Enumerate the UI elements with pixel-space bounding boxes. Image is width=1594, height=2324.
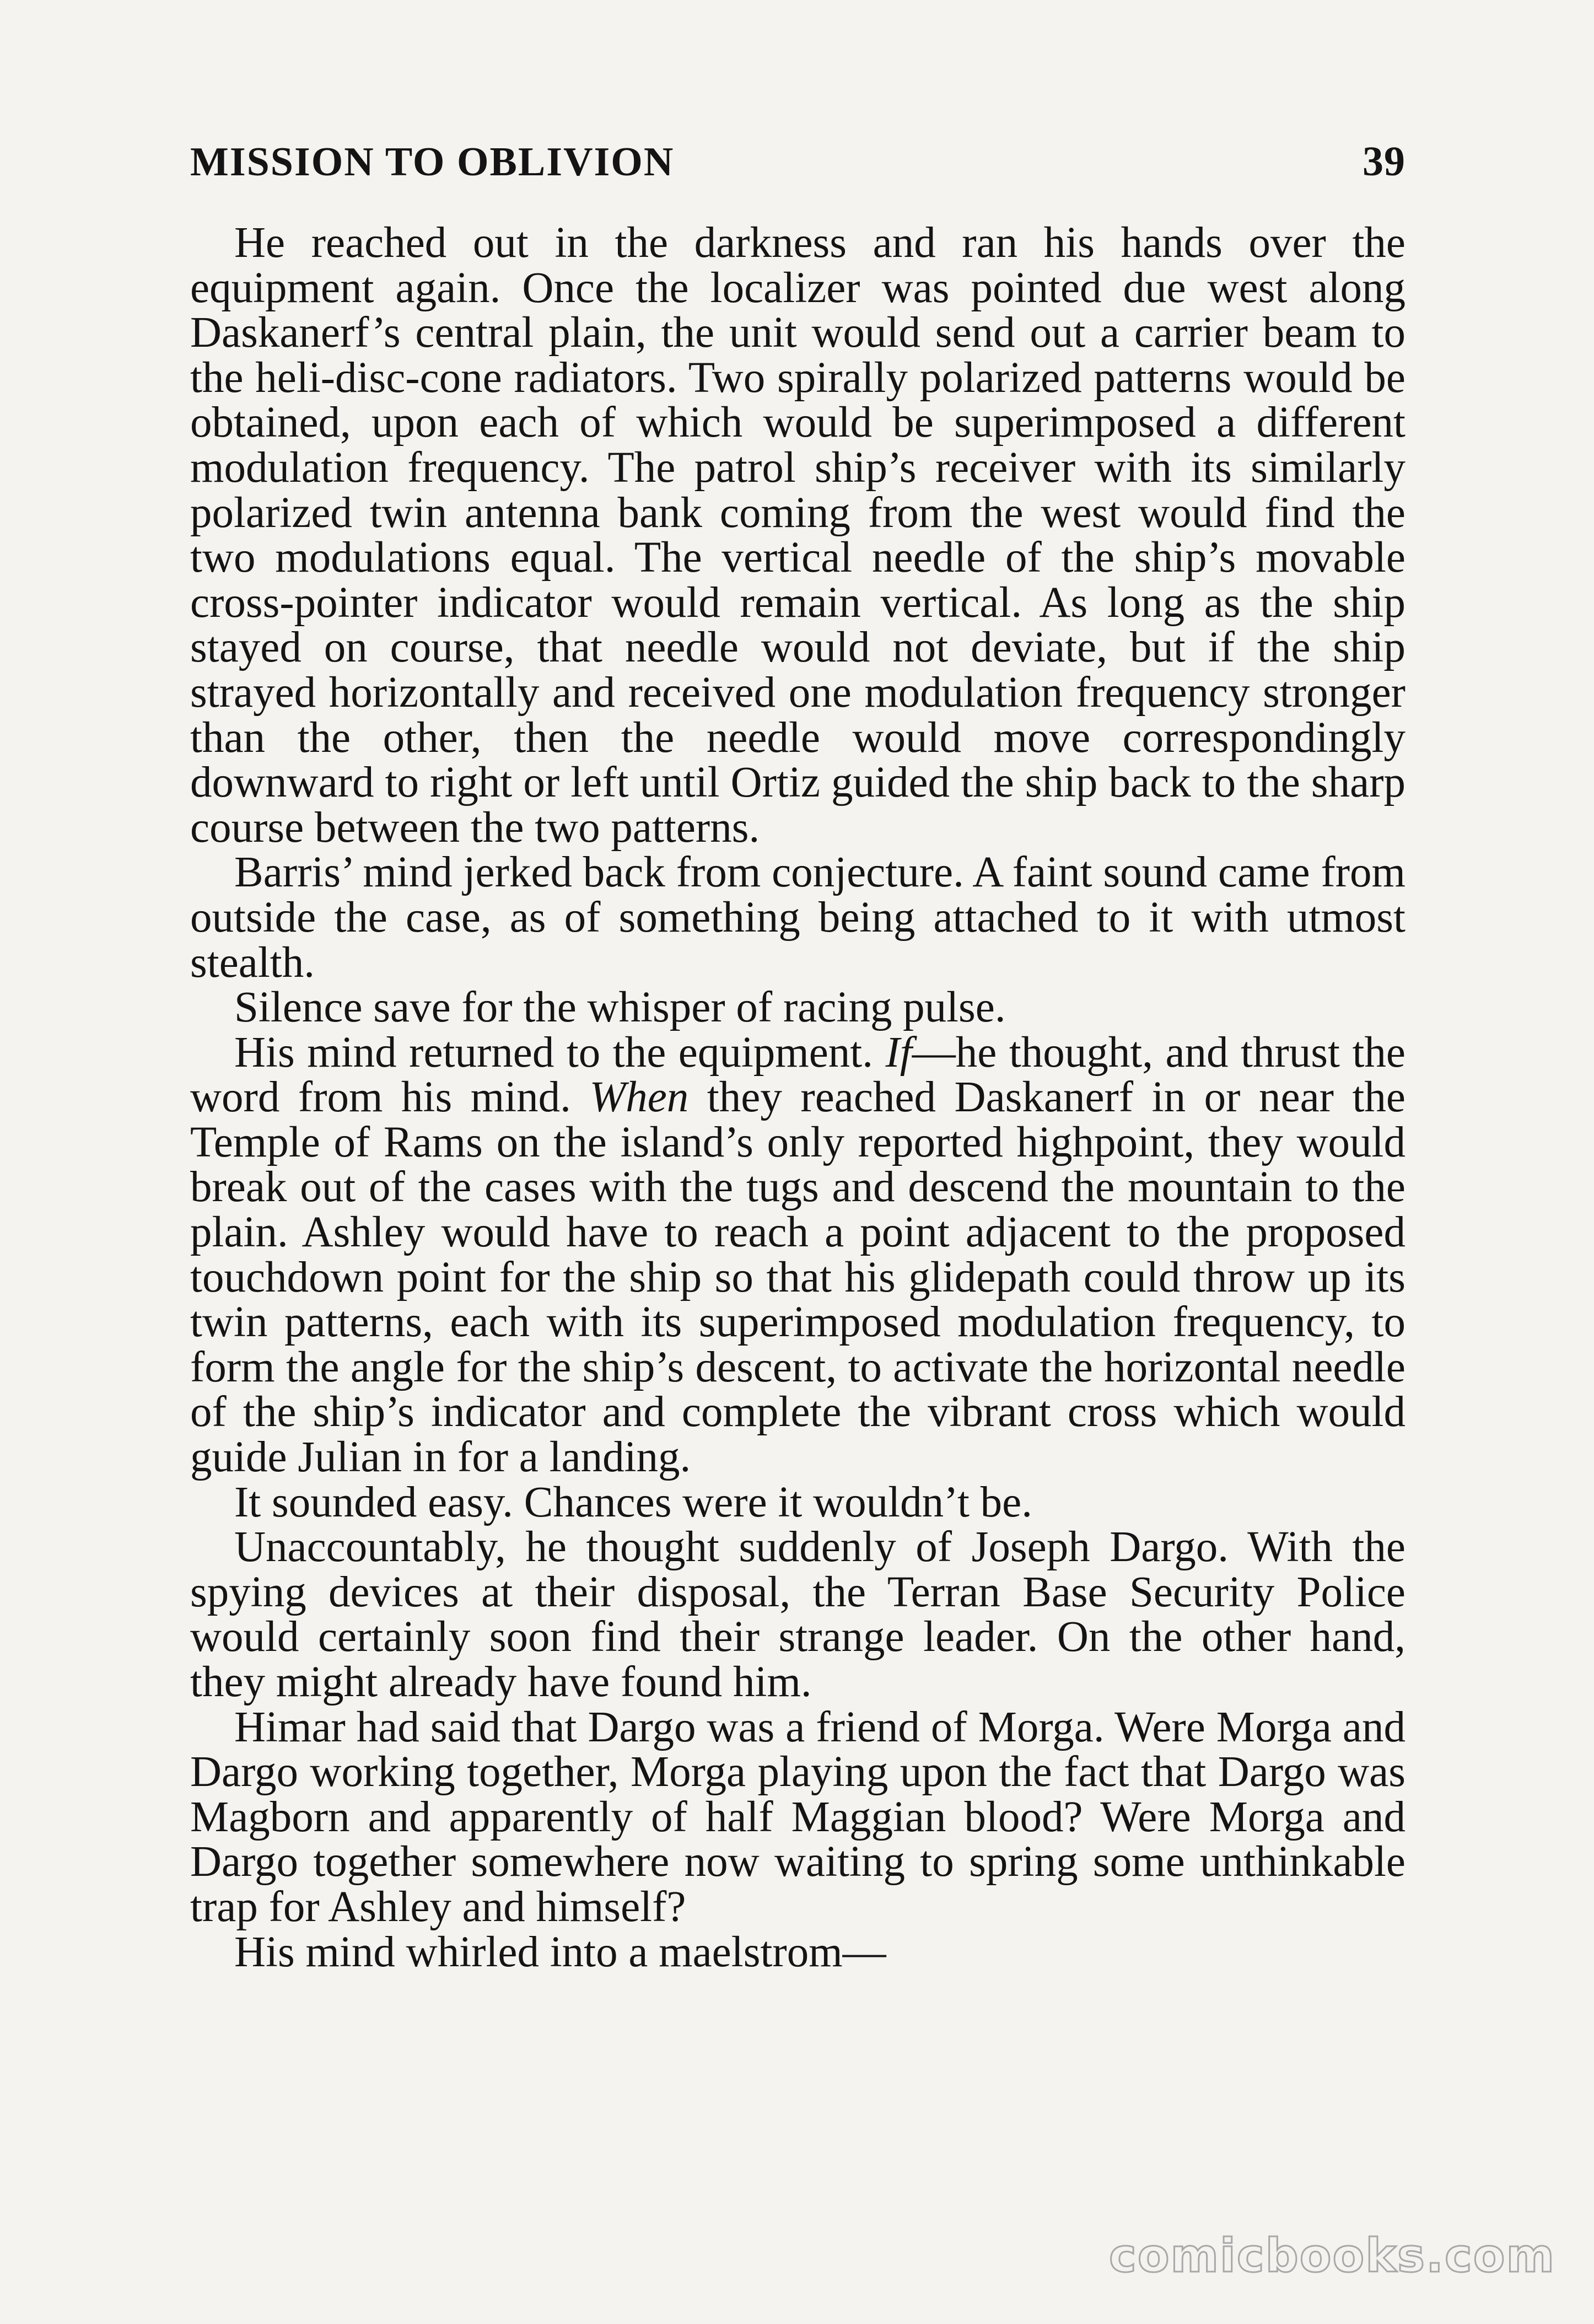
paragraph	[190, 1030, 1405, 1480]
italic-text: When	[589, 1073, 689, 1122]
text-segment: Silence save for the whisper of racing pulse.	[234, 983, 1006, 1032]
text-segment: —he thought, and thrust the word from his mind.	[190, 1028, 1405, 1122]
text-segment: Barris’ mind jerked back from conjecture. A faint sound came from outside the case, as of something being attached to it with utmost stealth.	[190, 848, 1405, 987]
paragraph	[190, 220, 1405, 850]
italic-text: If	[885, 1028, 912, 1077]
watermark-logo: comicbooks.com	[1109, 2229, 1555, 2283]
text-segment: His mind returned to the equipment.	[234, 1028, 886, 1077]
text-segment: they reached Daskanerf in or near the Temple of Rams on the island’s only reported highpoint, they would break out of the cases with the tugs and descend the mountain to the plain. Ashley would have to reach a point adjacent to the proposed touchdown point for the ship so that his glidepath could throw up its twin patterns, each with its superimposed modulation frequency, to form the angle for the ship’s descent, to activate the horizontal needle of the ship’s indicator and complete the vibrant cross which would guide Julian in for a landing.	[190, 1073, 1405, 1482]
body-text	[190, 220, 1405, 1975]
running-head	[190, 138, 1405, 204]
text-segment: Unaccountably, he thought suddenly of Joseph Dargo. With the spying devices at their disposal, the Terran Base Security Police would certainly soon find their strange leader. On the other hand, they might already have found him.	[190, 1523, 1405, 1706]
paragraph	[190, 985, 1405, 1030]
paragraph	[190, 1480, 1405, 1525]
paragraph	[190, 1525, 1405, 1704]
text-segment: He reached out in the darkness and ran his hands over the equipment again. Once the localizer was pointed due west along Daskanerf’s central plain, the unit would send out a carrier beam to the heli-disc-cone radiators. Two spirally polarized patterns would be obtained, upon each of which would be superimposed a different modulation frequency. The patrol ship’s receiver with its similarly polarized twin antenna bank coming from the west would find the two modulations equal. The vertical needle of the ship’s movable cross-pointer indicator would remain vertical. As long as the ship stayed on course, that needle would not deviate, but if the ship strayed horizontally and received one modulation frequency stronger than the other, then the needle would move correspondingly downward to right or left until Ortiz guided the ship back to the sharp course between the two patterns.	[190, 219, 1405, 852]
page-number: 39	[1363, 138, 1405, 185]
text-segment: His mind whirled into a maelstrom—	[234, 1928, 886, 1976]
paragraph	[190, 1930, 1405, 1975]
book-page	[190, 138, 1405, 1975]
paragraph	[190, 850, 1405, 985]
chapter-title: MISSION TO OBLIVION	[190, 139, 675, 185]
text-segment: It sounded easy. Chances were it wouldn’t be.	[234, 1478, 1032, 1526]
paragraph	[190, 1705, 1405, 1930]
text-segment: Himar had said that Dargo was a friend of Morga. Were Morga and Dargo working together, Morga playing upon the fact that Dargo was Magborn and apparently of half Maggian blood? Were Morga and Dargo together somewhere now waiting to spring some unthinkable trap for Ashley and himself?	[190, 1703, 1405, 1931]
